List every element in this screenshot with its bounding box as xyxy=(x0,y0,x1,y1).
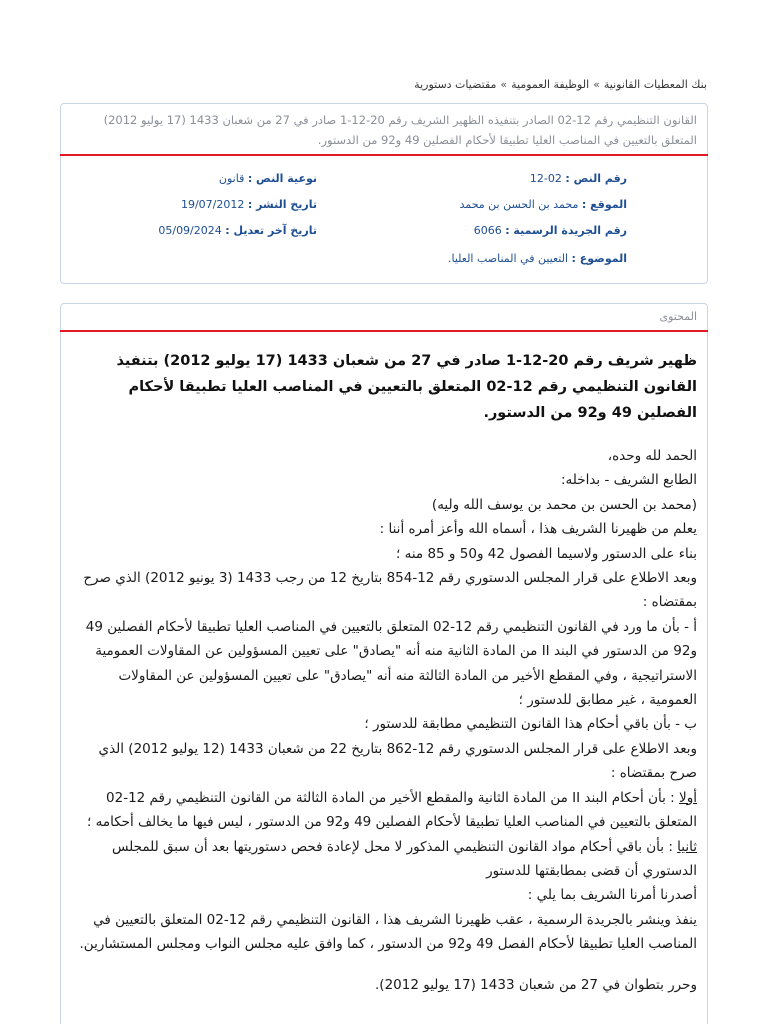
breadcrumb-item-constitutional-provisions[interactable]: مقتضيات دستورية xyxy=(414,78,497,91)
text-line: بناء على الدستور ولاسيما الفصول 42 و50 و 85 منه ؛ xyxy=(396,545,697,562)
breadcrumb xyxy=(61,78,707,91)
field-label: الموضوع : xyxy=(571,252,627,265)
field-value: 05/09/2024 xyxy=(158,224,222,237)
text-line-body: : بأن باقي أحكام مواد القانون التنظيمي المذكور لا محل لإعادة فحص دستوريتها بعد أن سبق للمجلس الدستوري أن قضى بمطابقتها للدستور xyxy=(111,838,697,879)
field-label: تاريخ النشر : xyxy=(247,198,317,211)
text-line xyxy=(71,786,697,835)
field-label: رقم الجريدة الرسمية : xyxy=(505,224,627,237)
field-value: قانون xyxy=(218,172,245,185)
field-label: تاريخ آخر تعديل : xyxy=(225,224,317,237)
field-value: محمد بن الحسن بن محمد xyxy=(459,198,579,211)
field-text-type xyxy=(219,172,317,185)
spacer xyxy=(71,957,697,973)
text-line: الحمد لله وحده، xyxy=(607,448,697,464)
field-subject xyxy=(448,252,627,265)
field-label: رقم النص : xyxy=(565,172,627,185)
field-last-modified xyxy=(158,224,317,237)
field-signatory xyxy=(460,198,627,211)
decree-title: ظهير شريف رقم 20-12-1 صادر في 27 من شعبان 1433 (17 يوليو 2012) بتنفيذ القانون التنظيمي رقم 12-02 المتعلق بالتعيين في المناصب العليا تطبيقا لأحكام الفصلين 49 و92 من الدستور. xyxy=(116,353,697,421)
underlined-label-second: ثانيا xyxy=(677,838,697,855)
closing-line: وحرر بتطوان في 27 من شعبان 1433 (17 يوليو 2012). xyxy=(375,976,697,993)
law-metadata xyxy=(61,156,707,282)
breadcrumb-separator: » xyxy=(500,78,508,91)
underlined-label-first: أولا xyxy=(679,789,697,806)
field-text-number xyxy=(530,172,627,185)
field-value: 19/07/2012 xyxy=(180,198,245,211)
text-line: (محمد بن الحسن بن محمد بن يوسف الله وليه) xyxy=(431,496,697,513)
breadcrumb-separator: » xyxy=(593,78,600,91)
text-line: وبعد الاطلاع على قرار المجلس الدستوري رقم 12-854 بتاريخ 12 من رجب 1433 (3 يونيو 2012) الذي صرح بمقتضاه : xyxy=(83,570,697,611)
law-content-card xyxy=(60,303,708,1024)
text-line: أصدرنا أمرنا الشريف بما يلي : xyxy=(527,887,697,904)
content-body xyxy=(61,332,707,997)
text-line: الطابع الشريف - بداخله: xyxy=(560,472,697,489)
content-header: المحتوى xyxy=(659,310,697,323)
text-line: وبعد الاطلاع على قرار المجلس الدستوري رقم 12-862 بتاريخ 22 من شعبان 1433 (12 يوليو 2012) الذي صرح بمقتضاه : xyxy=(98,740,697,782)
field-label: نوعية النص : xyxy=(247,172,317,185)
field-publish-date xyxy=(181,198,317,211)
field-value: 02-12 xyxy=(529,172,562,185)
field-label: الموقع : xyxy=(581,198,627,211)
law-info-card xyxy=(60,103,708,284)
breadcrumb-item-public-service[interactable]: الوظيفة العمومية xyxy=(511,78,590,91)
text-line-body: : بأن أحكام البند II من المادة الثانية والمقطع الأخير من المادة الثالثة من القانون التنظيمي رقم 12-02 المتعلق بالتعيين في المناصب العليا تطبيقا لأحكام الفصلين 49 و92 من الدستور ، ليس فيها ما يخالف أحكامه ؛ xyxy=(87,789,697,831)
field-value: التعيين في المناصب العليا. xyxy=(447,252,569,265)
field-gazette-number xyxy=(474,224,627,237)
text-line xyxy=(71,835,697,884)
breadcrumb-item-legal-database[interactable]: بنك المعطيات القانونية xyxy=(603,78,707,91)
text-line: ب - بأن باقي أحكام هذا القانون التنظيمي مطابقة للدستور ؛ xyxy=(364,716,697,733)
law-info-title: القانون التنظيمي رقم 12-02 الصادر بتنفيذه الظهير الشريف رقم 20-12-1 صادر في 27 من شعبان 1433 (17 يوليو 2012) المتعلق بالتعيين في المناصب العليا تطبيقا لأحكام الفصلين 49 و92 من الدستور. xyxy=(103,113,697,147)
text-line: ينفذ وينشر بالجريدة الرسمية ، عقب ظهيرنا الشريف هذا ، القانون التنظيمي رقم 12-02 المتعلق بالتعيين في المناصب العليا تطبيقا لأحكام الفصل 49 و92 من الدستور ، كما وافق عليه مجلس النواب ومجلس المستشارين. xyxy=(79,911,697,953)
text-line: أ - بأن ما ورد في القانون التنظيمي رقم 12-02 المتعلق بالتعيين في المناصب العليا تطبيقا لأحكام الفصلين 49 و92 من الدستور في البند II من المادة الثانية منه أنه "يصادق" على تعيين المسؤولين عن المقاولات العمومية الاستراتيجية ، وفي المقطع الأخير من المادة الثالثة منه أنه "يصادق" على تعيين المسؤولين عن المقاولات العمومية ، غير مطابق للدستور ؛ xyxy=(85,618,697,709)
text-line: يعلم من ظهيرنا الشريف هذا ، أسماه الله وأعز أمره أننا : xyxy=(379,521,697,538)
field-value: 6066 xyxy=(473,224,502,237)
